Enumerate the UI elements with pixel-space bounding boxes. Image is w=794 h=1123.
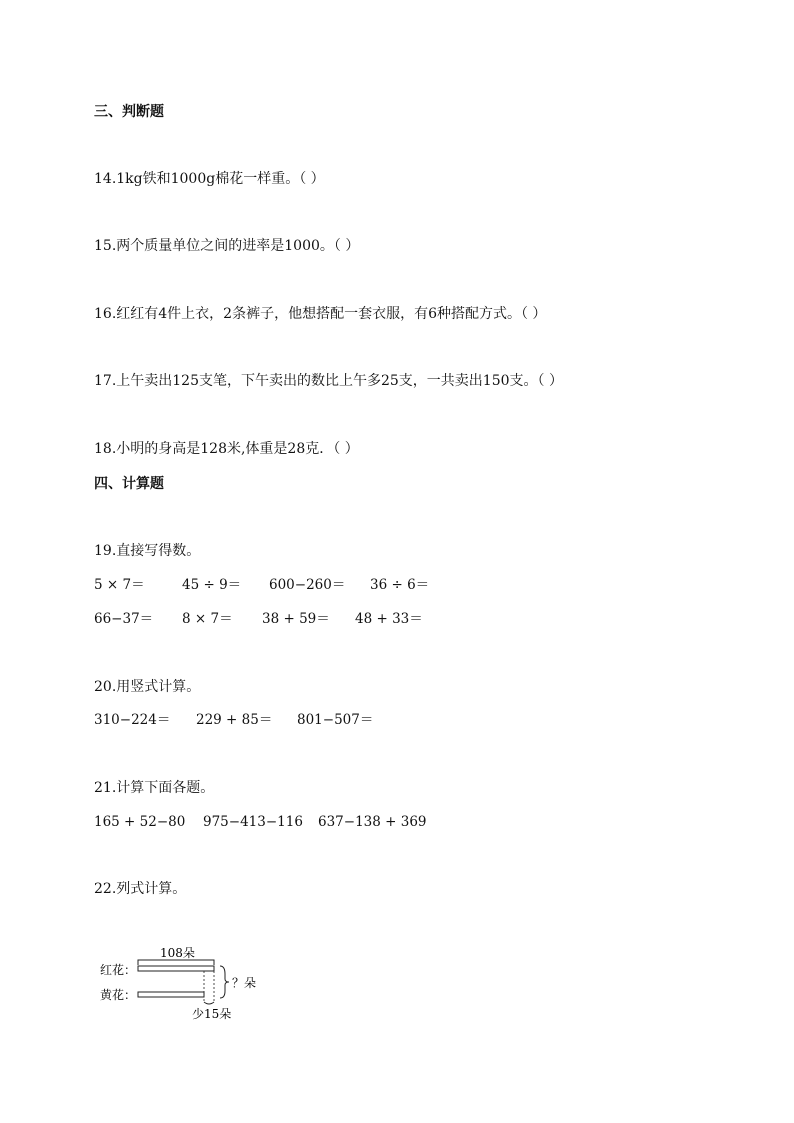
question-17: 17.上午卖出125支笔，下午卖出的数比上午多25支，一共卖出150支。（ ） bbox=[94, 373, 563, 389]
q21-expr: 975−413−116 bbox=[203, 814, 303, 830]
q19-expr: 5 × 7＝ bbox=[94, 577, 145, 593]
section-heading-judge: 三、判断题 bbox=[94, 104, 164, 120]
line-segment-diagram bbox=[94, 940, 274, 1025]
q19-expr: 600−260＝ bbox=[269, 577, 346, 593]
question-14: 14.1kg铁和1000g棉花一样重。（ ） bbox=[94, 171, 325, 187]
q19-expr: 8 × 7＝ bbox=[182, 611, 233, 627]
section-heading-calc: 四、计算题 bbox=[94, 476, 164, 492]
q19-expr: 45 ÷ 9＝ bbox=[182, 577, 242, 593]
q19-expr: 36 ÷ 6＝ bbox=[370, 577, 430, 593]
q19-expr: 38 + 59＝ bbox=[262, 611, 330, 627]
q19-expr: 66−37＝ bbox=[94, 611, 154, 627]
top-brace bbox=[138, 960, 214, 965]
question-21: 21.计算下面各题。 bbox=[94, 780, 215, 796]
question-18: 18.小明的身高是128米,体重是28克．（ ） bbox=[94, 441, 359, 457]
question-20: 20.用竖式计算。 bbox=[94, 679, 201, 695]
q20-expr: 310−224＝ bbox=[94, 712, 171, 728]
bottom-brace bbox=[204, 1002, 214, 1004]
red-flower-bar bbox=[138, 966, 214, 971]
right-brace bbox=[220, 966, 229, 998]
diagram-question-label: ？朵 bbox=[232, 976, 257, 990]
q19-expr: 48 + 33＝ bbox=[355, 611, 423, 627]
question-15: 15.两个质量单位之间的进率是1000。（ ） bbox=[94, 238, 360, 254]
diagram-bottom-label: 少15朵 bbox=[192, 1007, 232, 1021]
q20-expr: 229 + 85＝ bbox=[196, 712, 273, 728]
yellow-flower-bar bbox=[138, 992, 204, 997]
diagram-top-label: 108朵 bbox=[160, 946, 195, 960]
question-19: 19.直接写得数。 bbox=[94, 543, 201, 559]
q21-expr: 637−138 + 369 bbox=[318, 814, 427, 830]
question-22: 22.列式计算。 bbox=[94, 881, 187, 897]
q21-expr: 165 + 52−80 bbox=[94, 814, 186, 830]
diagram-red-label: 红花： bbox=[100, 963, 137, 977]
question-16: 16.红红有4件上衣，2条裤子，他想搭配一套衣服，有6种搭配方式。（ ） bbox=[94, 306, 547, 322]
diagram-yellow-label: 黄花： bbox=[100, 988, 137, 1002]
q20-expr: 801−507＝ bbox=[297, 712, 374, 728]
